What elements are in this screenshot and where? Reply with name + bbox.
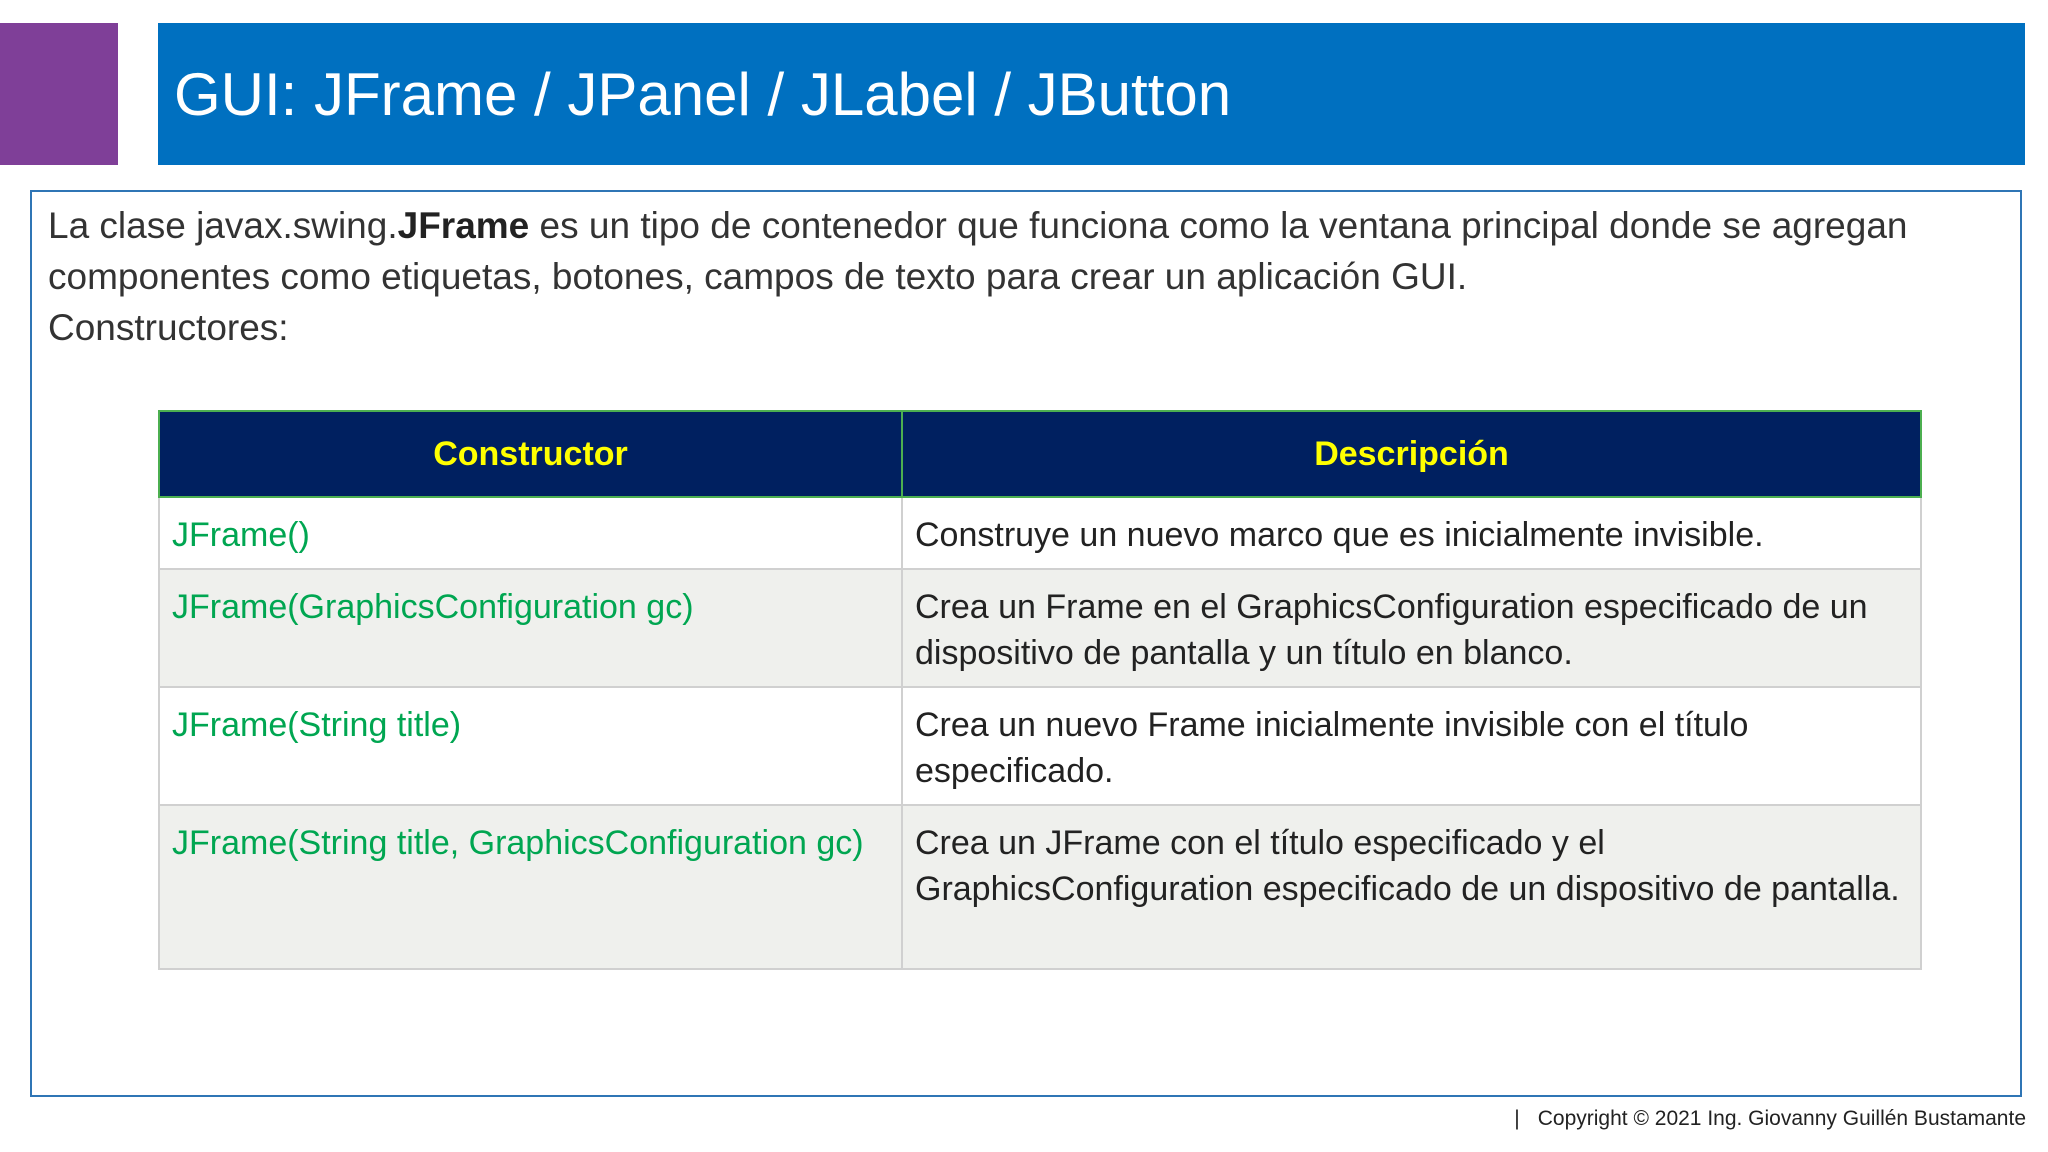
- description-cell: Crea un JFrame con el título especificado y el GraphicsConfiguration especificado de un dispositivo de pantalla.: [902, 805, 1921, 969]
- intro-bold-class: JFrame: [397, 205, 530, 246]
- intro-paragraph: [48, 200, 2010, 353]
- header-description: Descripción: [902, 411, 1921, 497]
- constructor-cell: JFrame(String title, GraphicsConfiguration gc): [159, 805, 902, 969]
- constructor-cell: JFrame(String title): [159, 687, 902, 805]
- constructor-cell: JFrame(): [159, 497, 902, 569]
- description-cell: Crea un nuevo Frame inicialmente invisible con el título especificado.: [902, 687, 1921, 805]
- table-row: [159, 687, 1921, 805]
- table-row: [159, 569, 1921, 687]
- footer-separator: |: [1514, 1107, 1520, 1130]
- table-row: [159, 497, 1921, 569]
- intro-prefix: La clase javax.swing.: [48, 205, 398, 246]
- accent-square: [0, 23, 118, 165]
- table-header-row: [159, 411, 1921, 497]
- slide-title: GUI: JFrame / JPanel / JLabel / JButton: [174, 60, 1232, 128]
- copyright-text: Copyright © 2021 Ing. Giovanny Guillén Bustamante: [1537, 1107, 2026, 1130]
- constructors-label: Constructores:: [48, 307, 289, 348]
- constructors-table: [158, 410, 1922, 970]
- header-constructor: Constructor: [159, 411, 902, 497]
- table-row: [159, 805, 1921, 969]
- title-bar: [158, 23, 2025, 165]
- footer-copyright: [1514, 1107, 2026, 1131]
- intro-suffix: es un tipo de contenedor que funciona como la ventana principal donde se agregan componentes como etiquetas, botones, campos de texto para crear un aplicación GUI.: [48, 205, 1908, 297]
- content-box: [30, 190, 2022, 1097]
- constructor-cell: JFrame(GraphicsConfiguration gc): [159, 569, 902, 687]
- description-cell: Crea un Frame en el GraphicsConfiguration especificado de un dispositivo de pantalla y un título en blanco.: [902, 569, 1921, 687]
- description-cell: Construye un nuevo marco que es inicialmente invisible.: [902, 497, 1921, 569]
